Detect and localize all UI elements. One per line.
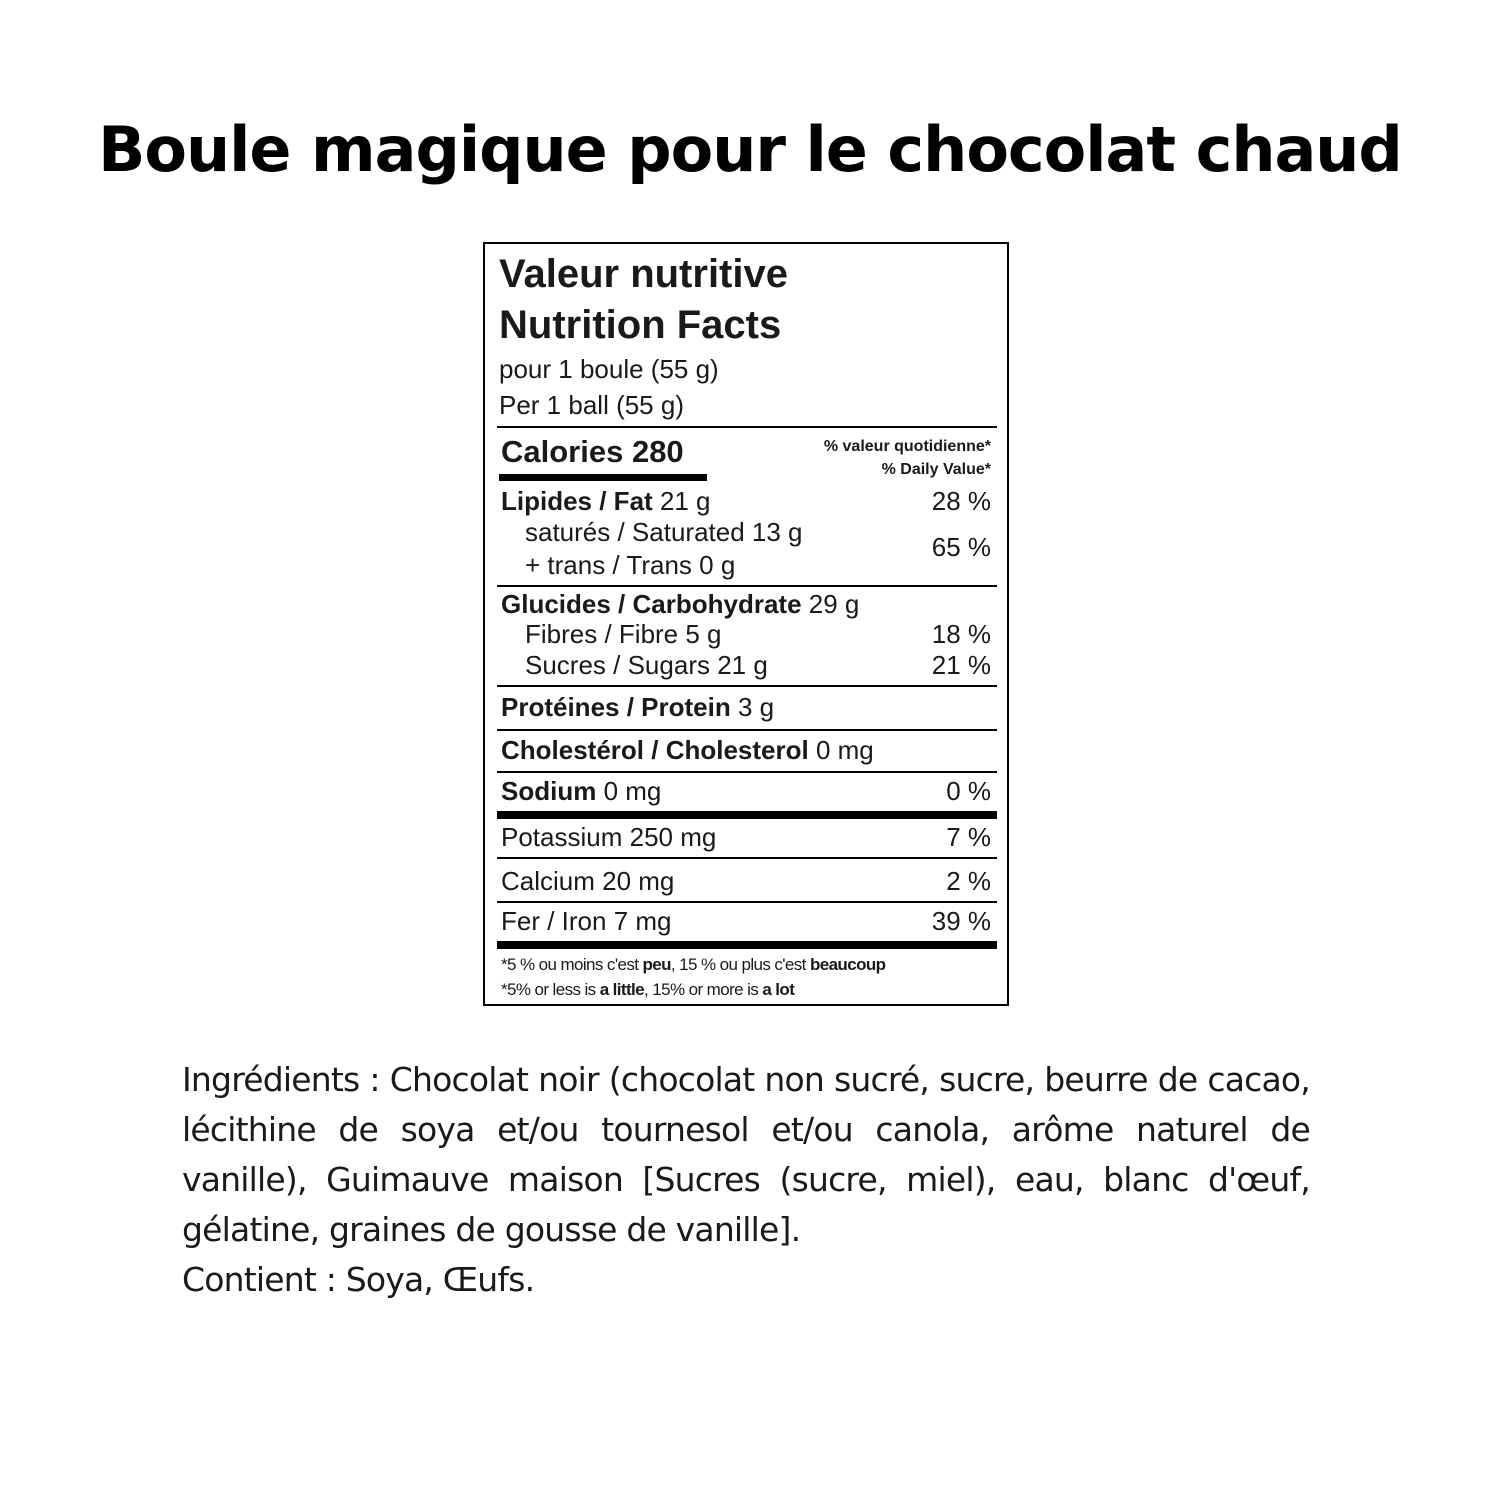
iron-row: Fer / Iron 7 mg xyxy=(501,906,672,936)
fat-row xyxy=(501,486,711,517)
divider xyxy=(497,771,997,773)
footnote-fr xyxy=(501,955,885,975)
divider xyxy=(497,685,997,687)
thick-divider xyxy=(497,941,997,949)
nutrition-facts-table xyxy=(483,242,1009,1006)
divider xyxy=(497,729,997,731)
daily-value-en: % Daily Value* xyxy=(881,461,991,478)
footnote-en-part: *5% or less is xyxy=(501,980,600,999)
protein-name: Protéines / Protein xyxy=(501,692,731,722)
potassium-dv: 7 % xyxy=(946,822,991,852)
footnote-en-bold: a lot xyxy=(762,980,795,999)
thick-divider xyxy=(497,811,997,819)
serving-size-fr: pour 1 boule (55 g) xyxy=(499,354,719,384)
divider xyxy=(497,901,997,903)
sugars-row: Sucres / Sugars 21 g xyxy=(525,650,768,680)
page-title: Boule magique pour le chocolat chaud xyxy=(98,113,1402,186)
sodium-dv: 0 % xyxy=(946,776,991,806)
footnote-fr-bold: peu xyxy=(642,955,671,974)
cholesterol-amount: 0 mg xyxy=(808,735,874,765)
trans-row: + trans / Trans 0 g xyxy=(525,550,736,580)
carbohydrate-name: Glucides / Carbohydrate xyxy=(501,589,802,619)
protein-row xyxy=(501,692,774,723)
footnote-en-part: , 15% or more is xyxy=(644,980,763,999)
fibre-dv: 18 % xyxy=(931,619,991,649)
footnote-en xyxy=(501,980,794,1000)
divider xyxy=(497,426,997,428)
ingredients-text: Ingrédients : Chocolat noir (chocolat non sucré, sucre, beurre de cacao, lécithine de soya et/ou tournesol et/ou canola, arôme naturel de vanille), Guimauve maison [Sucres (sucre, miel), eau, blanc d'œuf, gélatine, graines de gousse de vanille]. xyxy=(182,1060,1310,1249)
heading-en: Nutrition Facts xyxy=(499,303,782,347)
footnote-fr-part: , 15 % ou plus c'est xyxy=(670,955,810,974)
daily-value-header xyxy=(824,435,991,481)
cholesterol-name: Cholestérol / Cholesterol xyxy=(501,735,809,765)
sodium-name: Sodium xyxy=(501,776,597,806)
sodium-amount: 0 mg xyxy=(596,776,662,806)
sugars-dv: 21 % xyxy=(931,650,991,680)
calcium-dv: 2 % xyxy=(946,866,991,896)
cholesterol-row xyxy=(501,735,874,766)
divider xyxy=(497,857,997,859)
serving-size-en: Per 1 ball (55 g) xyxy=(499,390,684,420)
sat-trans-dv: 65 % xyxy=(931,532,991,562)
carbohydrate-amount: 29 g xyxy=(801,589,860,619)
footnote-fr-part: *5 % ou moins c'est xyxy=(501,955,643,974)
sodium-row xyxy=(501,776,661,807)
footnote-fr-bold: beaucoup xyxy=(809,955,886,974)
footnote-en-bold: a little xyxy=(599,980,645,999)
saturated-row: saturés / Saturated 13 g xyxy=(525,517,803,547)
calories: Calories 280 xyxy=(501,434,684,469)
fibre-row: Fibres / Fibre 5 g xyxy=(525,619,722,649)
divider xyxy=(497,585,997,587)
calcium-row: Calcium 20 mg xyxy=(501,866,675,896)
potassium-row: Potassium 250 mg xyxy=(501,822,717,852)
daily-value-fr: % valeur quotidienne* xyxy=(823,438,991,455)
iron-dv: 39 % xyxy=(931,906,991,936)
allergens-text: Contient : Soya, Œufs. xyxy=(182,1260,535,1299)
fat-amount: 21 g xyxy=(652,486,711,516)
fat-dv: 28 % xyxy=(931,486,991,516)
calories-bar xyxy=(499,474,707,481)
fat-name: Lipides / Fat xyxy=(501,486,653,516)
carbohydrate-row xyxy=(501,589,859,620)
protein-amount: 3 g xyxy=(730,692,775,722)
heading-fr: Valeur nutritive xyxy=(499,252,788,296)
